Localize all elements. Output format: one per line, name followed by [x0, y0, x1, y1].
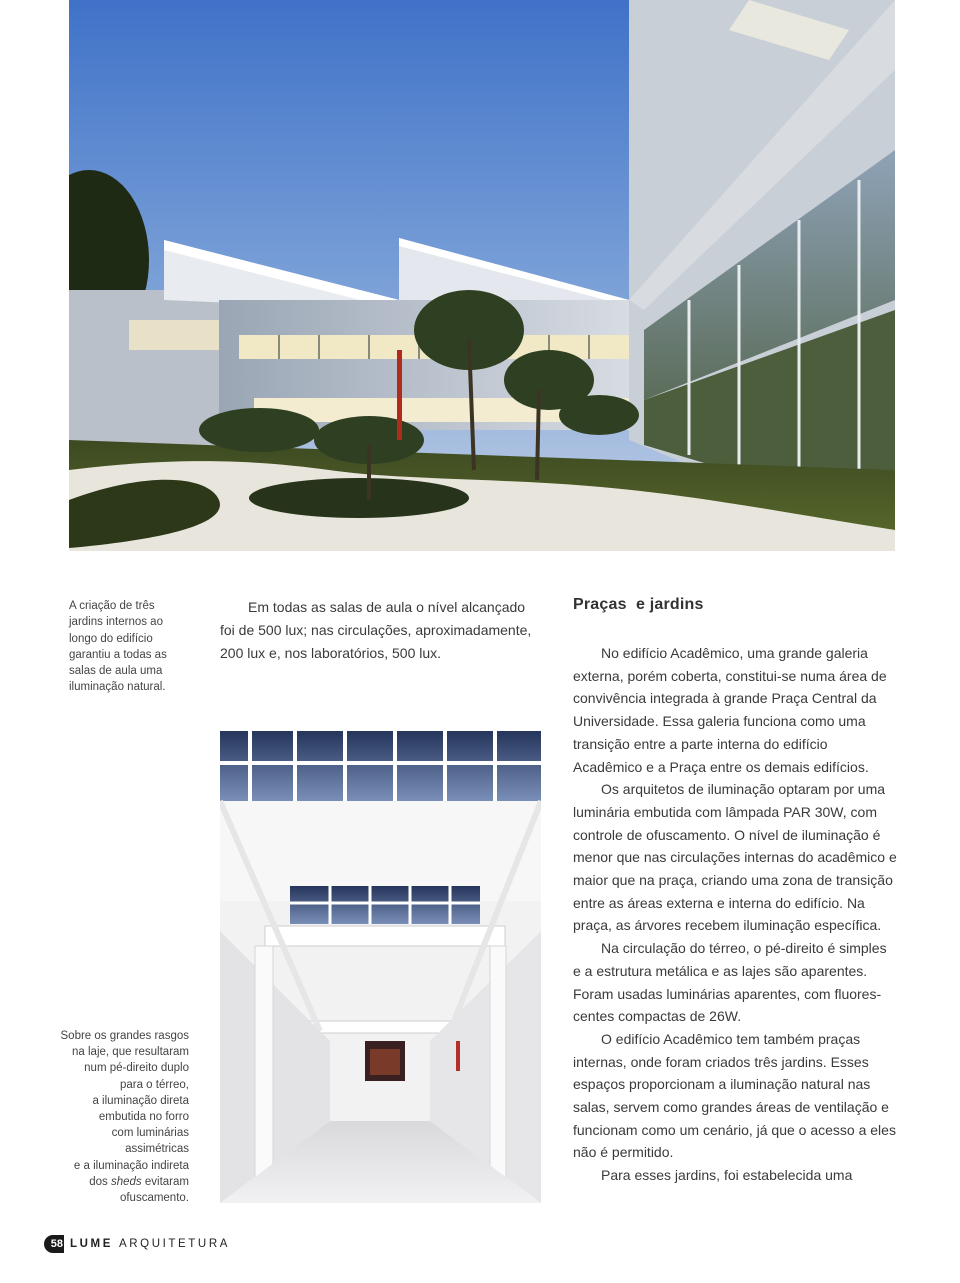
corridor-photo	[220, 731, 541, 1203]
article-paragraph: No edifício Acadêmico, uma grande galeria externa, porém coberta, constitui-se numa área de convivência integrada à grande Praça Central da Universidade. Essa galeria funciona como uma transição entre a parte interna do edifício Acadêmico e a Praça entre os demais edifícios.	[573, 645, 887, 775]
caption-line: a iluminação direta	[92, 1094, 189, 1107]
magazine-brand	[70, 1238, 230, 1250]
caption-line: e a iluminação indireta	[73, 1159, 189, 1172]
caption-line: com luminárias	[111, 1127, 189, 1140]
intro-paragraph: Em todas as salas de aula o nível alcançado foi de 500 lux; nas circulações, aproximadamente, 200 lux e, nos laboratórios, 500 lux.	[220, 599, 532, 661]
caption-line: para o térreo,	[119, 1078, 189, 1091]
caption-line: embutida no forro	[98, 1111, 189, 1124]
caption-line: assimétricas	[125, 1143, 189, 1156]
brand-sub: ARQUITETURA	[118, 1238, 231, 1250]
page-number: 58	[44, 1235, 64, 1253]
page-footer	[44, 1233, 230, 1255]
photo-caption-top: A criação de três jardins internos ao longo do edifício garantiu a todas as salas de aula uma iluminação natural.	[69, 600, 167, 694]
caption-line: Sobre os grandes rasgos	[60, 1030, 189, 1042]
caption-line: dos sheds evitaram	[89, 1175, 189, 1188]
section-title: Praças e jardins	[573, 596, 704, 613]
photo-caption-bottom	[50, 1028, 189, 1206]
article-paragraph: O edifício Acadêmico tem também praças internas, onde foram criados três jardins. Esses espaços proporcionam a iluminação natural nas salas, servem como grandes áreas de ventilação e funcionam como um cenário, já que o acesso a eles não é permitido.	[573, 1030, 896, 1161]
brand-main: LUME	[70, 1238, 113, 1250]
article-paragraph: Na circulação do térreo, o pé-direito é simples e a estrutura metálica e as lajes são aparentes. Foram usadas luminárias aparentes, com fluores-centes compactas de 26W.	[573, 940, 887, 1025]
article-body	[573, 642, 898, 1187]
article-paragraph: Para esses jardins, foi estabelecida uma	[601, 1167, 853, 1184]
courtyard-photo	[69, 0, 895, 551]
caption-line: na laje, que resultaram	[72, 1046, 189, 1059]
caption-line: ofuscamento.	[119, 1192, 189, 1205]
caption-line: num pé-direito duplo	[84, 1062, 189, 1075]
article-paragraph: Os arquitetos de iluminação optaram por uma luminária embutida com lâmpada PAR 30W, com controle de ofuscamento. O nível de iluminação é menor que nas circulações internas do acadêmico e maior que na praça, criando uma zona de transição entre as áreas externa e interna do edifício. Na praça, as árvores recebem iluminação específica.	[573, 781, 897, 934]
